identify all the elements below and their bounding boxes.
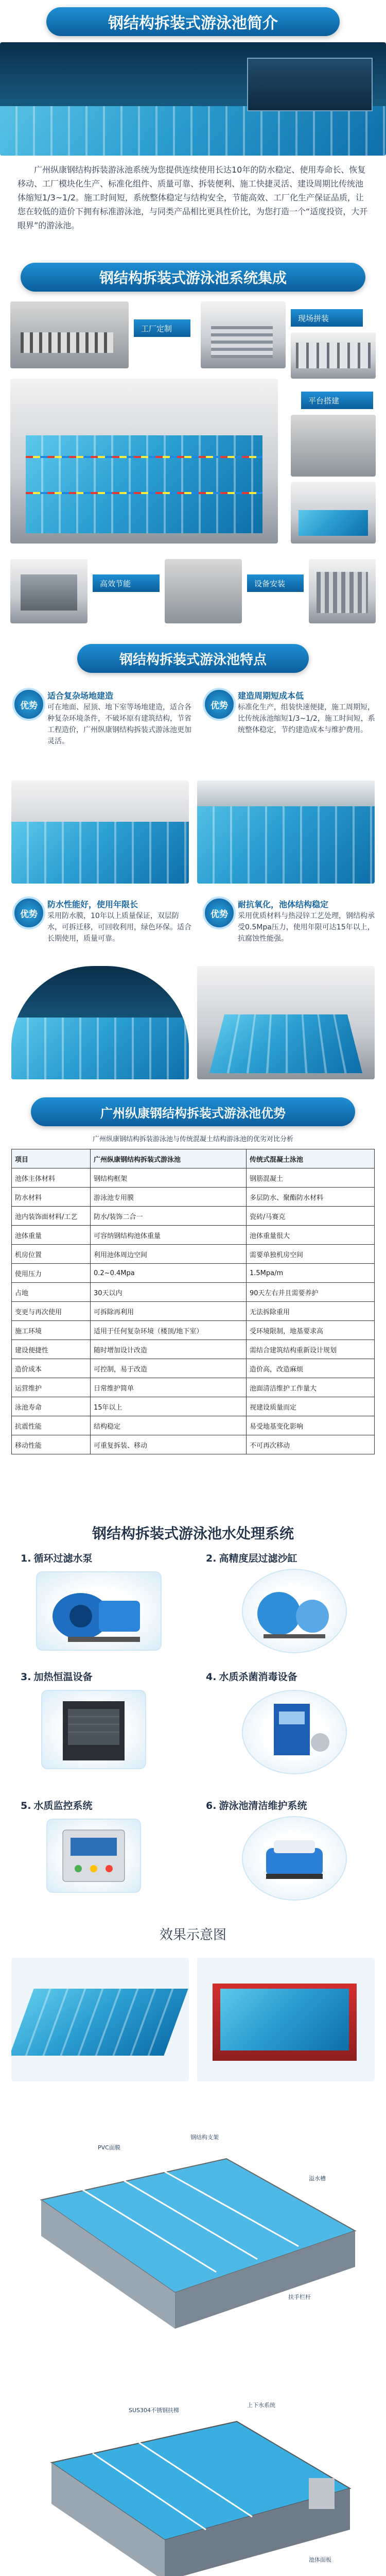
table-cell-item: 机房位置 [12, 1245, 91, 1264]
feature-1 [47, 690, 191, 747]
feature-3-text: 采用防水膜，10年以上质量保证，双层防水，可拆迁移，可回收利用，绿色环保。适合长期使用，质量可靠。 [47, 912, 191, 943]
effect-diagram-2 [21, 2391, 365, 2576]
system-photo-main-pool [10, 379, 278, 544]
system-photo-equipment-2 [309, 559, 376, 623]
disinfection-image [242, 1690, 347, 1774]
water-item-3 [21, 1669, 190, 1683]
system-photo-platform [291, 415, 376, 477]
table-cell-concrete: 90天左右并且需要养护 [247, 1283, 375, 1302]
pool-structure-diagram [21, 2123, 365, 2349]
diagram-2-label-1: SUS304不锈钢扶梯 [129, 2407, 180, 2414]
feature-photo-3 [11, 966, 189, 1079]
intro-hero-photo [0, 42, 386, 156]
water-title: 钢结构拆装式游泳池水处理系统 [92, 1525, 294, 1542]
table-cell-concrete: 需结合建筑结构重新设计规划 [247, 1340, 375, 1359]
table-cell-steel: 30天以内 [91, 1283, 247, 1302]
water-item-4-label: 水质杀菌消毒设备 [219, 1671, 297, 1683]
effect-photo-1 [11, 1958, 189, 2081]
table-cell-concrete: 造价高，改造麻烦 [247, 1359, 375, 1378]
table-cell-item: 池内装饰面材料/工艺 [12, 1207, 91, 1226]
feature-2 [238, 690, 377, 736]
feature-4-badge: 优势 [203, 896, 236, 929]
intro-paragraph: 广州纵康钢结构拆装游泳池系统为您提供连续使用长达10年的防水稳定、使用寿命长、恢复移动、工厂模块化生产、标准化组件、质量可靠、拆装便利、施工快捷灵活、建设周期比传统池体缩短1/3~1/2。施工时间短，系统整体稳定与结构安全，节能高效、工厂化生产保证品质，让您在较低的造价下拥有标准游泳池，与同类产品相比更具性价比，为您打造一个“适度投资，大开眼界”的游泳池。 [17, 165, 368, 230]
feature-photo-1 [11, 781, 189, 884]
pump-image [36, 1571, 162, 1651]
effect-photo-2 [197, 1958, 375, 2081]
water-item-3-no: 3. [21, 1671, 31, 1683]
system-tag-factory: 工厂定制 [134, 319, 190, 337]
table-cell-concrete: 1.5Mpa/m [247, 1264, 375, 1283]
pool-stairs-diagram [21, 2391, 365, 2576]
diagram-1-label-3: 溢水槽 [309, 2175, 326, 2182]
table-cell-concrete: 易受地基变化影响 [247, 1416, 375, 1435]
system-photo-parts [201, 301, 286, 368]
feature-1-text: 可在地面、屋顶、地下室等场地建造，适合各种复杂环境条件，不破坏原有建筑结构，节省工程造价，广州纵康钢结构拆装式游泳池更加灵活。 [47, 703, 191, 745]
feature-2-head: 建造周期短成本低 [238, 691, 304, 701]
water-item-6-no: 6. [206, 1800, 217, 1811]
table-row [12, 1378, 375, 1397]
table-header-steel: 广州纵康钢结构拆装式游泳池 [91, 1149, 247, 1168]
comparison-table [11, 1149, 375, 1454]
water-item-1-label: 循环过滤水泵 [33, 1553, 93, 1564]
table-cell-concrete: 不可再次移动 [247, 1435, 375, 1454]
table-cell-steel: 随时增加设计改造 [91, 1340, 247, 1359]
table-cell-item: 抗震性能 [12, 1416, 91, 1435]
diagram-1-label-2: 钢结构支架 [190, 2134, 219, 2141]
system-tag-assembly: 现场拼装 [291, 309, 363, 327]
feature-3 [47, 899, 191, 944]
table-row [12, 1207, 375, 1226]
system-photo-platform-2 [291, 482, 376, 544]
water-item-4 [206, 1669, 376, 1683]
table-cell-concrete: 池体重量很大 [247, 1226, 375, 1245]
table-cell-item: 使用压力 [12, 1264, 91, 1283]
water-item-3-label: 加热恒温设备 [33, 1671, 93, 1683]
table-row [12, 1340, 375, 1359]
system-photo-efficiency [10, 559, 87, 623]
table-cell-item: 运营维护 [12, 1378, 91, 1397]
table-cell-steel: 0.2~0.4Mpa [91, 1264, 247, 1283]
water-item-6-label: 游泳池清洁维护系统 [219, 1800, 307, 1811]
water-item-5-label: 水质监控系统 [33, 1800, 93, 1811]
water-item-5-no: 5. [21, 1800, 31, 1811]
feature-4 [238, 899, 377, 944]
diagram-2-label-2: 上下水系统 [247, 2402, 275, 2409]
advantage-subtitle: 广州纵康钢结构拆装游泳池与传统混凝土结构游泳池的优劣对比分析 [92, 1136, 293, 1143]
table-header-item: 项目 [12, 1149, 91, 1168]
table-cell-item: 泳池寿命 [12, 1397, 91, 1416]
table-row [12, 1283, 375, 1302]
table-header-concrete: 传统式混凝土泳池 [247, 1149, 375, 1168]
monitor-icon [47, 1820, 140, 1892]
feature-1-head: 适合复杂场地建造 [47, 691, 114, 701]
diagram-2-label-3: 池体面板 [309, 2556, 331, 2563]
feature-photo-4 [197, 966, 375, 1079]
robot-cleaner-image [242, 1816, 347, 1901]
feature-1-badge: 优势 [12, 688, 45, 721]
table-cell-steel: 可控制，易于改造 [91, 1359, 247, 1378]
system-photo-assembly [291, 332, 376, 379]
system-title: 钢结构拆装式游泳池系统集成 [21, 263, 365, 292]
feature-2-text: 标准化生产，组装快速便捷，施工周期短，比传统泳池缩短1/3~1/2，施工时间短，系统整体稳定，节约建造成本与维护费用。 [238, 703, 375, 734]
feature-4-text: 采用优质材料与热浸锌工艺处理，钢结构承受0.5Mpa压力，使用年限可达15年以上，抗腐蚀性能强。 [238, 912, 375, 943]
table-cell-concrete: 需要单独机房空间 [247, 1245, 375, 1264]
water-item-6 [206, 1798, 376, 1812]
table-cell-steel: 结构稳定 [91, 1416, 247, 1435]
effect-diagram-1 [21, 2123, 365, 2349]
table-cell-item: 池体重量 [12, 1226, 91, 1245]
table-cell-concrete: 池面清洁维护工作量大 [247, 1378, 375, 1397]
water-item-2-label: 高精度层过滤沙缸 [219, 1553, 297, 1564]
table-cell-item: 建设便捷性 [12, 1340, 91, 1359]
diagram-1-label-4: 扶手栏杆 [288, 2294, 311, 2300]
table-row [12, 1264, 375, 1283]
table-row [12, 1321, 375, 1340]
feature-3-head: 防水性能好，使用年限长 [47, 900, 138, 909]
robot-cleaner-icon [243, 1817, 346, 1900]
table-cell-steel: 游泳池专用膜 [91, 1188, 247, 1207]
table-body [12, 1168, 375, 1454]
heater-image [41, 1690, 146, 1769]
table-cell-item: 防水材料 [12, 1188, 91, 1207]
table-cell-item: 变更与再次使用 [12, 1302, 91, 1321]
system-tag-equipment: 设备安装 [247, 574, 304, 592]
table-cell-steel: 日常维护简单 [91, 1378, 247, 1397]
water-item-2 [206, 1551, 376, 1565]
table-cell-concrete: 视建设质量而定 [247, 1397, 375, 1416]
feature-photo-2 [197, 781, 375, 884]
pump-icon [37, 1572, 161, 1650]
feature-4-head: 耐抗氧化，池体结构稳定 [238, 900, 329, 909]
table-row [12, 1397, 375, 1416]
table-cell-steel: 利用池体周边空间 [91, 1245, 247, 1264]
table-cell-concrete: 多层防水、聚酯防水材料 [247, 1188, 375, 1207]
advantage-title: 广州纵康钢结构拆装式游泳池优势 [31, 1097, 355, 1126]
table-cell-item: 造价成本 [12, 1359, 91, 1378]
table-cell-concrete: 瓷砖/马赛克 [247, 1207, 375, 1226]
table-row [12, 1302, 375, 1321]
table-cell-item: 池体主体材料 [12, 1168, 91, 1188]
effect-title: 效果示意图 [159, 1927, 226, 1943]
table-cell-concrete: 无法拆除重用 [247, 1302, 375, 1321]
features-title: 钢结构拆装式游泳池特点 [77, 644, 309, 673]
water-item-2-no: 2. [206, 1553, 217, 1564]
table-row [12, 1188, 375, 1207]
table-row [12, 1226, 375, 1245]
table-cell-steel: 可重复拆装、移动 [91, 1435, 247, 1454]
feature-3-badge: 优势 [12, 896, 45, 929]
table-cell-steel: 适用于任何复杂环境（楼顶/地下室） [91, 1321, 247, 1340]
table-cell-steel: 钢结构框架 [91, 1168, 247, 1188]
table-row [12, 1435, 375, 1454]
feature-2-badge: 优势 [203, 688, 236, 721]
table-cell-steel: 可容纳钢结构池体重量 [91, 1226, 247, 1245]
water-item-4-no: 4. [206, 1671, 217, 1683]
heater-icon [42, 1691, 145, 1768]
table-row [12, 1416, 375, 1435]
table-header-row [12, 1149, 375, 1168]
system-photo-equipment [165, 559, 242, 623]
disinfection-icon [243, 1691, 346, 1773]
table-cell-concrete: 受环境限制，地基要求高 [247, 1321, 375, 1340]
table-cell-steel: 防水/装饰二合一 [91, 1207, 247, 1226]
system-photo-factory [10, 301, 129, 368]
intro-title: 钢结构拆装式游泳池简介 [46, 7, 340, 36]
water-item-1 [21, 1551, 190, 1565]
diagram-1-label-1: PVC面膜 [98, 2144, 120, 2151]
table-row [12, 1359, 375, 1378]
table-cell-item: 占地 [12, 1283, 91, 1302]
table-row [12, 1245, 375, 1264]
table-cell-item: 移动性能 [12, 1435, 91, 1454]
table-cell-concrete: 钢筋混凝土 [247, 1168, 375, 1188]
water-item-5 [21, 1798, 190, 1812]
system-tag-platform: 平台搭建 [301, 392, 373, 409]
system-tag-efficiency: 高效节能 [93, 574, 160, 592]
sand-filter-image [242, 1569, 347, 1653]
monitor-image [46, 1819, 141, 1893]
sand-filter-icon [243, 1570, 346, 1652]
table-cell-steel: 可拆除再利用 [91, 1302, 247, 1321]
water-item-1-no: 1. [21, 1553, 31, 1564]
table-cell-steel: 15年以上 [91, 1397, 247, 1416]
table-row [12, 1168, 375, 1188]
table-cell-item: 施工环境 [12, 1321, 91, 1340]
